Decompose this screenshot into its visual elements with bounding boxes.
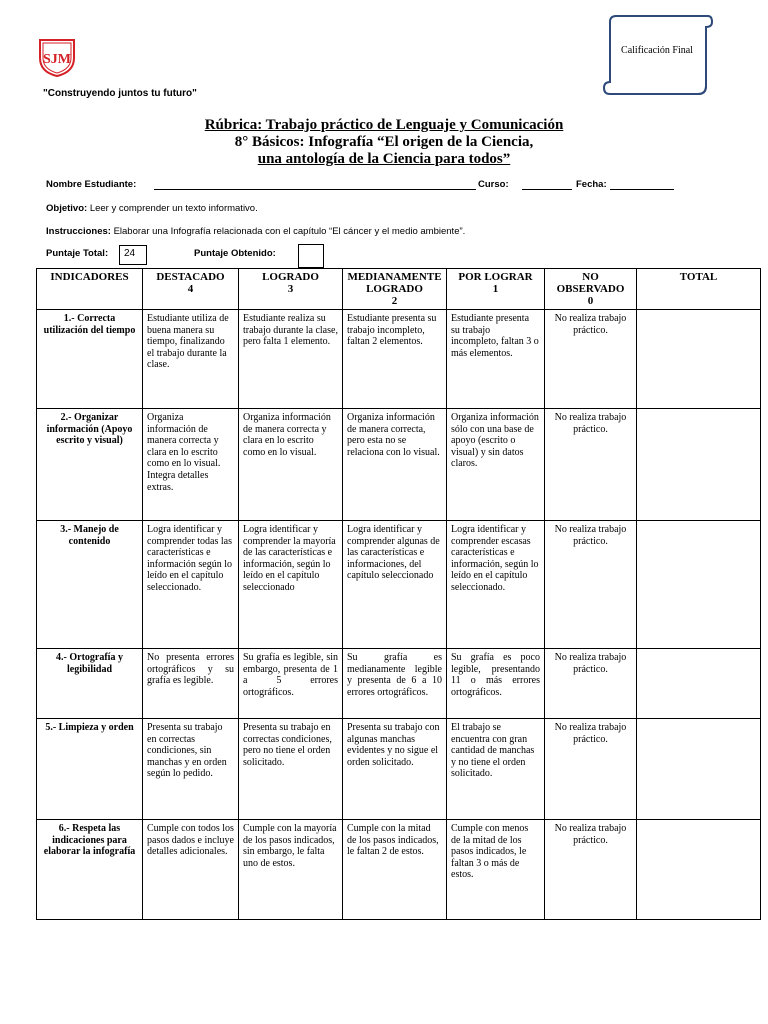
level-2-cell: Cumple con la mitad de los pasos indicados, le faltan 2 de estos.: [343, 820, 447, 920]
level-1-cell: Logra identificar y comprender escasas características e información, según lo leído en el capítulo seleccionado.: [447, 521, 545, 649]
table-row: [37, 310, 761, 409]
header-indicadores: INDICADORES: [37, 269, 143, 310]
indicator-cell: 4.- Ortografía y legibilidad: [37, 649, 143, 719]
rubric-title-line1: Rúbrica: Trabajo práctico de Lenguaje y Comunicación: [204, 117, 564, 133]
level-1-cell: El trabajo se encuentra con gran cantidad de manchas y no tiene el orden solicitado.: [447, 719, 545, 820]
header-no-observado: NO OBSERVADO 0: [545, 269, 637, 310]
table-row: [37, 649, 761, 719]
total-cell[interactable]: [637, 521, 761, 649]
level-2-cell: Logra identificar y comprender algunas de las características e informaciones, del capítulo seleccionado: [343, 521, 447, 649]
school-motto: "Construyendo juntos tu futuro": [43, 88, 197, 99]
rubric-header-row: [37, 269, 761, 310]
level-3-cell: Logra identificar y comprender la mayoría de las características e información, según lo leído en el capítulo seleccionado: [239, 521, 343, 649]
total-cell[interactable]: [637, 310, 761, 409]
final-grade-label: Calificación Final: [621, 45, 693, 56]
header-por-lograr: POR LOGRAR 1: [447, 269, 545, 310]
table-row: [37, 409, 761, 521]
course-field[interactable]: [522, 189, 572, 190]
date-label: Fecha:: [576, 179, 607, 190]
level-2-cell: Presenta su trabajo con algunas manchas evidentes y no sigue el orden solicitado.: [343, 719, 447, 820]
level-4-cell: Cumple con todos los pasos dados e incluye detalles adicionales.: [143, 820, 239, 920]
course-label: Curso:: [478, 179, 509, 190]
indicator-cell: 3.- Manejo de contenido: [37, 521, 143, 649]
rubric-title-line3: una antología de la Ciencia para todos”: [257, 151, 511, 167]
level-0-cell: No realiza trabajo práctico.: [545, 820, 637, 920]
obtained-score-field[interactable]: [298, 244, 324, 268]
level-4-cell: No presenta errores ortográficos y su grafía es legible.: [143, 649, 239, 719]
objective-label: Objetivo:: [46, 203, 88, 214]
instructions-line: [46, 226, 465, 237]
level-3-cell: Su grafía es legible, sin embargo, presenta de 1 a 5 errores ortográficos.: [239, 649, 343, 719]
indicator-cell: 6.- Respeta las indicaciones para elaborar la infografía: [37, 820, 143, 920]
level-4-cell: Presenta su trabajo en correctas condiciones, sin manchas y en orden según lo pedido.: [143, 719, 239, 820]
level-0-cell: No realiza trabajo práctico.: [545, 719, 637, 820]
total-score-label: Puntaje Total:: [46, 248, 109, 259]
level-3-cell: Estudiante realiza su trabajo durante la clase, pero falta 1 elemento.: [239, 310, 343, 409]
indicator-cell: 1.- Correcta utilización del tiempo: [37, 310, 143, 409]
student-name-field[interactable]: [154, 189, 476, 190]
level-1-cell: Su grafía es poco legible, presentando 11 o más errores ortográficos.: [447, 649, 545, 719]
level-0-cell: No realiza trabajo práctico.: [545, 310, 637, 409]
table-row: [37, 820, 761, 920]
level-4-cell: Organiza información de manera correcta y clara en lo escrito como en lo visual. Integra detalles extras.: [143, 409, 239, 521]
instructions-label: Instrucciones:: [46, 226, 111, 237]
instructions-text: Elaborar una Infografía relacionada con el capítulo “El cáncer y el medio ambiente”.: [113, 226, 466, 237]
level-3-cell: Cumple con la mayoría de los pasos indicados, sin embargo, le falta uno de estos.: [239, 820, 343, 920]
level-2-cell: Estudiante presenta su trabajo incompleto, faltan 2 elementos.: [343, 310, 447, 409]
header-destacado: DESTACADO 4: [143, 269, 239, 310]
date-field[interactable]: [610, 189, 674, 190]
total-cell[interactable]: [637, 409, 761, 521]
total-cell[interactable]: [637, 820, 761, 920]
total-score-value: 24: [119, 245, 147, 265]
header-medianamente-logrado: MEDIANAMENTE LOGRADO 2: [343, 269, 447, 310]
header-total: TOTAL: [637, 269, 761, 310]
level-0-cell: No realiza trabajo práctico.: [545, 409, 637, 521]
level-1-cell: Organiza información sólo con una base de apoyo (escrito o visual) y sin datos claros.: [447, 409, 545, 521]
level-0-cell: No realiza trabajo práctico.: [545, 649, 637, 719]
school-logo: [26, 36, 88, 78]
student-name-label: Nombre Estudiante:: [46, 179, 137, 190]
table-row: [37, 521, 761, 649]
level-4-cell: Estudiante utiliza de buena manera su tiempo, finalizando el trabajo durante la clase.: [143, 310, 239, 409]
indicator-cell: 5.- Limpieza y orden: [37, 719, 143, 820]
total-cell[interactable]: [637, 649, 761, 719]
level-3-cell: Presenta su trabajo en correctas condiciones, pero no tiene el orden solicitado.: [239, 719, 343, 820]
header-logrado: LOGRADO 3: [239, 269, 343, 310]
level-1-cell: Estudiante presenta su trabajo incompleto, faltan 3 o más elementos.: [447, 310, 545, 409]
level-0-cell: No realiza trabajo práctico.: [545, 521, 637, 649]
table-row: [37, 719, 761, 820]
level-1-cell: Cumple con menos de la mitad de los pasos indicados, le faltan 3 o más de estos.: [447, 820, 545, 920]
obtained-score-label: Puntaje Obtenido:: [194, 248, 276, 259]
objective-text: Leer y comprender un texto informativo.: [89, 203, 258, 214]
objective-line: [46, 203, 258, 214]
rubric-table: [36, 268, 761, 920]
level-4-cell: Logra identificar y comprender todas las características e información según lo leído en el capítulo seleccionado.: [143, 521, 239, 649]
indicator-cell: 2.- Organizar información (Apoyo escrito y visual): [37, 409, 143, 521]
total-cell[interactable]: [637, 719, 761, 820]
logo-text: SJM: [43, 52, 71, 67]
level-3-cell: Organiza información de manera correcta y clara en lo escrito como en lo visual.: [239, 409, 343, 521]
level-2-cell: Su grafía es medianamente legible y presenta de 6 a 10 errores ortográficos.: [343, 649, 447, 719]
rubric-title-line2: 8° Básicos: Infografía “El origen de la Ciencia,: [234, 134, 534, 150]
level-2-cell: Organiza información de manera correcta, pero esta no se relaciona con lo visual.: [343, 409, 447, 521]
